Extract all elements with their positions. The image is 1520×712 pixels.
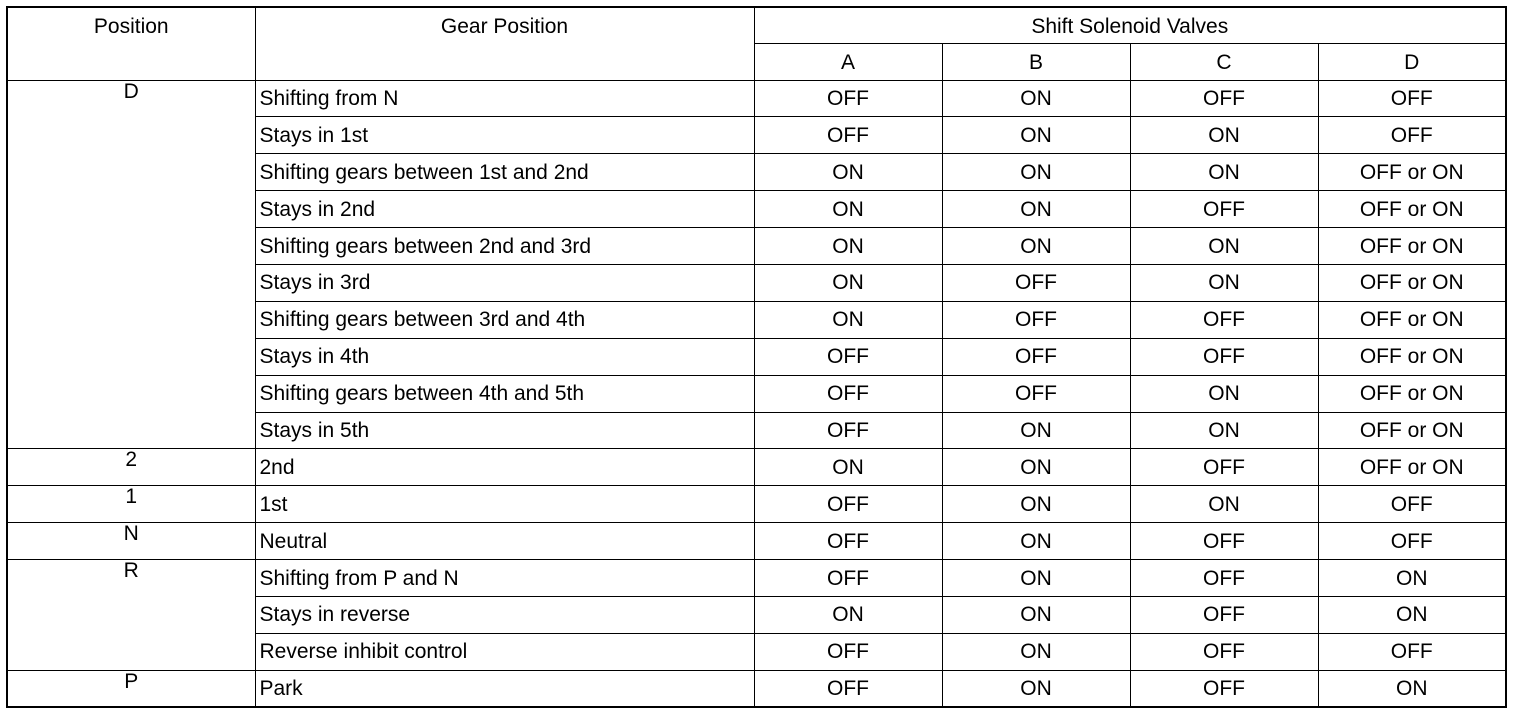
valve-a-cell: OFF [754, 486, 942, 523]
valve-a-cell: OFF [754, 523, 942, 560]
valve-b-cell: OFF [942, 375, 1130, 412]
valve-a-cell: OFF [754, 338, 942, 375]
valve-b-cell: ON [942, 80, 1130, 117]
table-row [7, 670, 1506, 707]
valve-c-cell: OFF [1130, 596, 1318, 633]
valve-c-header: C [1130, 43, 1318, 80]
gear-position-cell: Stays in 5th [255, 412, 754, 449]
valve-c-cell: OFF [1130, 449, 1318, 486]
gear-position-cell: Shifting from P and N [255, 560, 754, 597]
valve-d-cell: OFF [1318, 523, 1506, 560]
valve-d-cell: OFF or ON [1318, 228, 1506, 265]
valve-a-cell: OFF [754, 117, 942, 154]
valve-c-cell: ON [1130, 412, 1318, 449]
valve-c-cell: OFF [1130, 523, 1318, 560]
gear-position-cell: 1st [255, 486, 754, 523]
position-cell: P [7, 670, 255, 707]
valve-b-cell: ON [942, 596, 1130, 633]
position-cell: 1 [7, 486, 255, 523]
valve-d-header: D [1318, 43, 1506, 80]
valve-c-cell: OFF [1130, 338, 1318, 375]
valve-c-cell: ON [1130, 486, 1318, 523]
gear-position-cell: Stays in reverse [255, 596, 754, 633]
table-header [7, 7, 1506, 80]
valve-d-cell: OFF or ON [1318, 191, 1506, 228]
valve-d-cell: OFF or ON [1318, 301, 1506, 338]
gear-position-cell: Stays in 4th [255, 338, 754, 375]
valve-d-cell: OFF [1318, 117, 1506, 154]
gear-position-cell: Shifting gears between 2nd and 3rd [255, 228, 754, 265]
valve-b-cell: OFF [942, 338, 1130, 375]
valve-c-cell: ON [1130, 228, 1318, 265]
valve-b-header: B [942, 43, 1130, 80]
valve-d-cell: OFF [1318, 486, 1506, 523]
gear-position-cell: Park [255, 670, 754, 707]
valve-d-cell: ON [1318, 670, 1506, 707]
valve-d-cell: OFF or ON [1318, 412, 1506, 449]
valve-b-cell: OFF [942, 264, 1130, 301]
valve-b-cell: ON [942, 523, 1130, 560]
gear-position-cell: Stays in 2nd [255, 191, 754, 228]
position-cell: R [7, 560, 255, 671]
valve-a-cell: ON [754, 264, 942, 301]
valve-b-cell: ON [942, 486, 1130, 523]
gear-position-cell: Neutral [255, 523, 754, 560]
valve-a-cell: OFF [754, 375, 942, 412]
valve-d-cell: ON [1318, 596, 1506, 633]
valve-b-cell: OFF [942, 301, 1130, 338]
table-row [7, 449, 1506, 486]
valve-b-cell: ON [942, 412, 1130, 449]
valve-b-cell: ON [942, 191, 1130, 228]
valve-a-cell: ON [754, 228, 942, 265]
valve-a-cell: ON [754, 191, 942, 228]
valve-a-cell: ON [754, 301, 942, 338]
valve-c-cell: OFF [1130, 560, 1318, 597]
valve-c-cell: OFF [1130, 301, 1318, 338]
valve-b-cell: ON [942, 670, 1130, 707]
gear-position-cell: Stays in 1st [255, 117, 754, 154]
gear-position-cell: 2nd [255, 449, 754, 486]
valve-a-cell: OFF [754, 633, 942, 670]
table-row [7, 486, 1506, 523]
valve-d-cell: OFF or ON [1318, 375, 1506, 412]
table-row [7, 560, 1506, 597]
valve-c-cell: OFF [1130, 670, 1318, 707]
valve-a-cell: ON [754, 154, 942, 191]
valve-c-cell: OFF [1130, 191, 1318, 228]
valve-d-cell: ON [1318, 560, 1506, 597]
valve-d-cell: OFF or ON [1318, 264, 1506, 301]
valve-a-cell: OFF [754, 670, 942, 707]
gear-position-cell: Shifting from N [255, 80, 754, 117]
valve-a-cell: OFF [754, 412, 942, 449]
gear-position-cell: Shifting gears between 4th and 5th [255, 375, 754, 412]
valve-a-header: A [754, 43, 942, 80]
valve-b-cell: ON [942, 560, 1130, 597]
valve-c-cell: ON [1130, 375, 1318, 412]
position-header: Position [7, 7, 255, 80]
valve-c-cell: OFF [1130, 80, 1318, 117]
table-body [7, 80, 1506, 707]
gear-position-cell: Stays in 3rd [255, 264, 754, 301]
position-cell: D [7, 80, 255, 449]
solenoid-valves-header: Shift Solenoid Valves [754, 7, 1506, 43]
gear-position-cell: Reverse inhibit control [255, 633, 754, 670]
valve-b-cell: ON [942, 633, 1130, 670]
valve-b-cell: ON [942, 154, 1130, 191]
valve-d-cell: OFF [1318, 633, 1506, 670]
valve-c-cell: ON [1130, 117, 1318, 154]
valve-c-cell: ON [1130, 154, 1318, 191]
valve-b-cell: ON [942, 449, 1130, 486]
gear-position-header: Gear Position [255, 7, 754, 80]
shift-solenoid-table [6, 6, 1507, 708]
valve-b-cell: ON [942, 228, 1130, 265]
valve-b-cell: ON [942, 117, 1130, 154]
valve-a-cell: OFF [754, 80, 942, 117]
gear-position-cell: Shifting gears between 1st and 2nd [255, 154, 754, 191]
gear-position-cell: Shifting gears between 3rd and 4th [255, 301, 754, 338]
valve-d-cell: OFF or ON [1318, 449, 1506, 486]
valve-a-cell: ON [754, 596, 942, 633]
valve-d-cell: OFF or ON [1318, 154, 1506, 191]
valve-c-cell: ON [1130, 264, 1318, 301]
valve-d-cell: OFF or ON [1318, 338, 1506, 375]
position-cell: N [7, 523, 255, 560]
valve-d-cell: OFF [1318, 80, 1506, 117]
valve-c-cell: OFF [1130, 633, 1318, 670]
table-row [7, 523, 1506, 560]
valve-a-cell: OFF [754, 560, 942, 597]
valve-a-cell: ON [754, 449, 942, 486]
table-row [7, 80, 1506, 117]
position-cell: 2 [7, 449, 255, 486]
